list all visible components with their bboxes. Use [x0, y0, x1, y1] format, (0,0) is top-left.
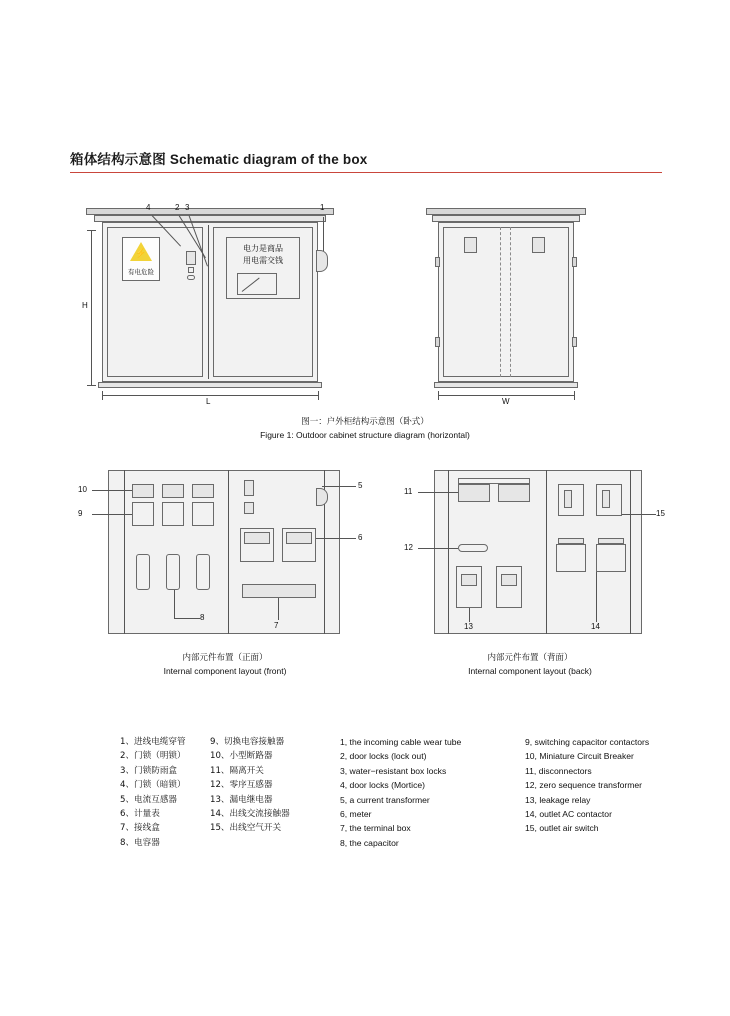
capacitor-2 [166, 554, 180, 590]
dim-height-tick-top [87, 230, 96, 231]
breaker-2 [162, 502, 184, 526]
page-title-en: Schematic diagram of the box [169, 152, 368, 167]
cabinet-roof [86, 208, 334, 215]
callout-15: 15 [656, 509, 665, 518]
figure2-caption-cn: 内部元件布置（正面） [182, 653, 268, 663]
disconnector-busbar [458, 478, 530, 484]
back-panel-divider-mid [546, 470, 547, 634]
page-title-cn: 箱体结构示意图 [70, 152, 166, 168]
cabinet-base [98, 382, 322, 388]
callout-14: 14 [591, 622, 600, 631]
legend-item: 2、门锁（明锁） [120, 751, 186, 762]
callout-leader-13 [469, 608, 470, 622]
legend-item: 6、计量表 [120, 809, 160, 820]
legend-item: 7、接线盒 [120, 823, 160, 834]
leakage-relay-2 [496, 566, 522, 608]
door-split-line [208, 225, 209, 379]
leakage-relay-1 [456, 566, 482, 608]
side-center-dashed-2 [510, 227, 511, 377]
figure3-caption-cn: 内部元件布置（背面） [487, 653, 573, 663]
slogan-line-2: 用电需交钱 [243, 256, 283, 265]
legend-item: 5, a current transformer [340, 794, 430, 805]
callout-5: 5 [358, 481, 363, 490]
front-panel-divider-mid [228, 470, 229, 634]
legend-item: 3、门锁防雨盒 [120, 765, 178, 776]
mcb-group-2 [162, 484, 184, 498]
door-lock-mortice [188, 267, 194, 273]
incoming-cable-wear-tube [316, 250, 328, 272]
zero-sequence-transformer [458, 544, 488, 552]
figure3-caption [400, 652, 660, 678]
dim-width-tick-left [102, 391, 103, 400]
legend-item: 9、切换电容接触器 [210, 737, 285, 747]
warning-sign-text: 有电危险 [128, 268, 154, 276]
side-body-frame [443, 227, 569, 377]
callout-leader-10 [92, 490, 132, 491]
side-base [434, 382, 578, 388]
vent-right [532, 237, 545, 253]
legend-item: 7, the terminal box [340, 823, 411, 834]
side-center-dashed-1 [500, 227, 501, 377]
legend-item: 10、小型断路器 [210, 751, 273, 762]
door-lock-rain-box [186, 251, 196, 265]
back-panel-divider-right [630, 470, 631, 634]
callout-leader-14 [596, 572, 597, 622]
legend-item: 15、出线空气开关 [210, 823, 282, 834]
callout-leader-15 [622, 514, 656, 515]
outlet-ac-contactor-2 [596, 544, 626, 572]
callout-leader-1 [323, 217, 324, 251]
legend-item: 13, leakage relay [525, 794, 591, 805]
legend-item: 14、出线交流接触器 [210, 809, 290, 820]
legend-item: 14, outlet AC contactor [525, 809, 612, 820]
legend-item: 12, zero sequence transformer [525, 780, 643, 791]
legend-item: 15, outlet air switch [525, 823, 599, 834]
dim-height-tick-bottom [87, 385, 96, 386]
legend-item: 13、漏电继电器 [210, 794, 273, 805]
legend-item: 2, door locks (lock out) [340, 751, 427, 762]
callout-leader-7 [278, 598, 279, 620]
figure3-internal-back [400, 466, 665, 638]
callout-2: 2 [175, 203, 180, 212]
callout-leader-12 [418, 548, 458, 549]
legend-item: 3, water−resistant box locks [340, 765, 447, 776]
dim-width-label: L [206, 397, 211, 406]
legend-col-cn-2 [210, 735, 290, 836]
callout-12: 12 [404, 543, 413, 552]
figure2-caption [100, 652, 350, 678]
figure1-side-view [420, 195, 640, 405]
breaker-3 [192, 502, 214, 526]
figure1-caption-en: Figure 1: Outdoor cabinet structure diagram (horizontal) [260, 430, 470, 440]
legend-item: 11、隔离开关 [210, 765, 264, 776]
vent-left [464, 237, 477, 253]
callout-1: 1 [320, 203, 325, 212]
title-divider [70, 172, 662, 173]
hinge-right-bottom [572, 337, 577, 347]
outlet-air-switch-1-toggle [564, 490, 572, 508]
lightning-bolt-icon: ⚡ [135, 248, 147, 258]
figure1-caption [0, 416, 730, 442]
legend-item: 1, the incoming cable wear tube [340, 737, 462, 747]
legend-item: 10, Miniature Circuit Breaker [525, 751, 634, 762]
meter-window [237, 273, 277, 295]
meter-2-display [286, 532, 312, 544]
callout-13: 13 [464, 622, 473, 631]
callout-leader-11 [418, 492, 458, 493]
figure2-caption-en: Internal component layout (front) [163, 666, 287, 676]
side-dim-tick-left [438, 391, 439, 400]
callout-leader-5 [322, 486, 356, 487]
callout-leader-6 [316, 538, 356, 539]
figure3-caption-en: Internal component layout (back) [468, 666, 592, 676]
breaker-1 [132, 502, 154, 526]
leakage-relay-2-window [501, 574, 517, 586]
mcb-group-1 [132, 484, 154, 498]
callout-leader-8b [174, 618, 200, 619]
legend-item: 8, the capacitor [340, 837, 399, 848]
legend-col-en-1 [340, 735, 461, 850]
legend-item: 9, switching capacitor contactors [525, 737, 650, 747]
disconnector-2 [498, 484, 530, 502]
hinge-right-top [572, 257, 577, 267]
legend-item: 11, disconnectors [525, 765, 592, 776]
callout-9: 9 [78, 509, 83, 518]
callout-leader-9 [92, 514, 132, 515]
outlet-ac-contactor-1-top [558, 538, 584, 544]
cabinet-roof-slab [94, 215, 326, 222]
back-panel-divider-left [448, 470, 449, 634]
callout-3: 3 [185, 203, 190, 212]
hinge-left-top [435, 257, 440, 267]
warning-sign [122, 237, 160, 281]
side-roof-slab [432, 215, 580, 222]
callout-4: 4 [146, 203, 151, 212]
side-roof [426, 208, 586, 215]
page-title [70, 148, 670, 168]
dim-width-line [102, 395, 318, 396]
legend-item: 4, door locks (Mortice) [340, 780, 426, 791]
side-dim-tick-right [574, 391, 575, 400]
door-lock-lockout [187, 275, 195, 280]
current-transformer-1 [244, 480, 254, 496]
current-transformer-2 [244, 502, 254, 514]
meter-1-display [244, 532, 270, 544]
callout-7: 7 [274, 621, 279, 630]
dim-height-line [91, 230, 92, 385]
legend-item: 12、零序互感器 [210, 780, 273, 791]
outlet-air-switch-2-toggle [602, 490, 610, 508]
capacitor-3 [196, 554, 210, 590]
side-dim-width-line [438, 395, 574, 396]
figure1-caption-cn: 图一：户外柜结构示意图（卧式） [301, 417, 429, 427]
callout-10: 10 [78, 485, 87, 494]
legend-col-cn-1 [120, 735, 186, 850]
callout-6: 6 [358, 533, 363, 542]
front-panel-divider-left [124, 470, 125, 634]
figure1-front-view [80, 195, 360, 405]
terminal-box [242, 584, 316, 598]
hinge-left-bottom [435, 337, 440, 347]
outlet-ac-contactor-1 [556, 544, 586, 572]
slogan-line-1: 电力是商品 [243, 244, 283, 253]
mcb-group-3 [192, 484, 214, 498]
callout-leader-8 [174, 590, 175, 618]
legend-item: 6, meter [340, 809, 372, 820]
legend-item: 1、进线电缆穿管 [120, 737, 186, 747]
legend-item: 5、电流互感器 [120, 794, 178, 805]
legend-col-en-2 [525, 735, 649, 836]
disconnector-1 [458, 484, 490, 502]
dim-width-tick-right [318, 391, 319, 400]
outlet-ac-contactor-2-top [598, 538, 624, 544]
callout-11: 11 [404, 487, 413, 496]
figure2-internal-front [78, 466, 363, 638]
dim-height-label: H [82, 301, 88, 310]
leakage-relay-1-window [461, 574, 477, 586]
callout-8: 8 [200, 613, 205, 622]
side-dim-width-label: W [502, 397, 510, 406]
legend-item: 4、门锁（暗锁） [120, 780, 186, 791]
capacitor-1 [136, 554, 150, 590]
legend-item: 8、电容器 [120, 837, 160, 848]
